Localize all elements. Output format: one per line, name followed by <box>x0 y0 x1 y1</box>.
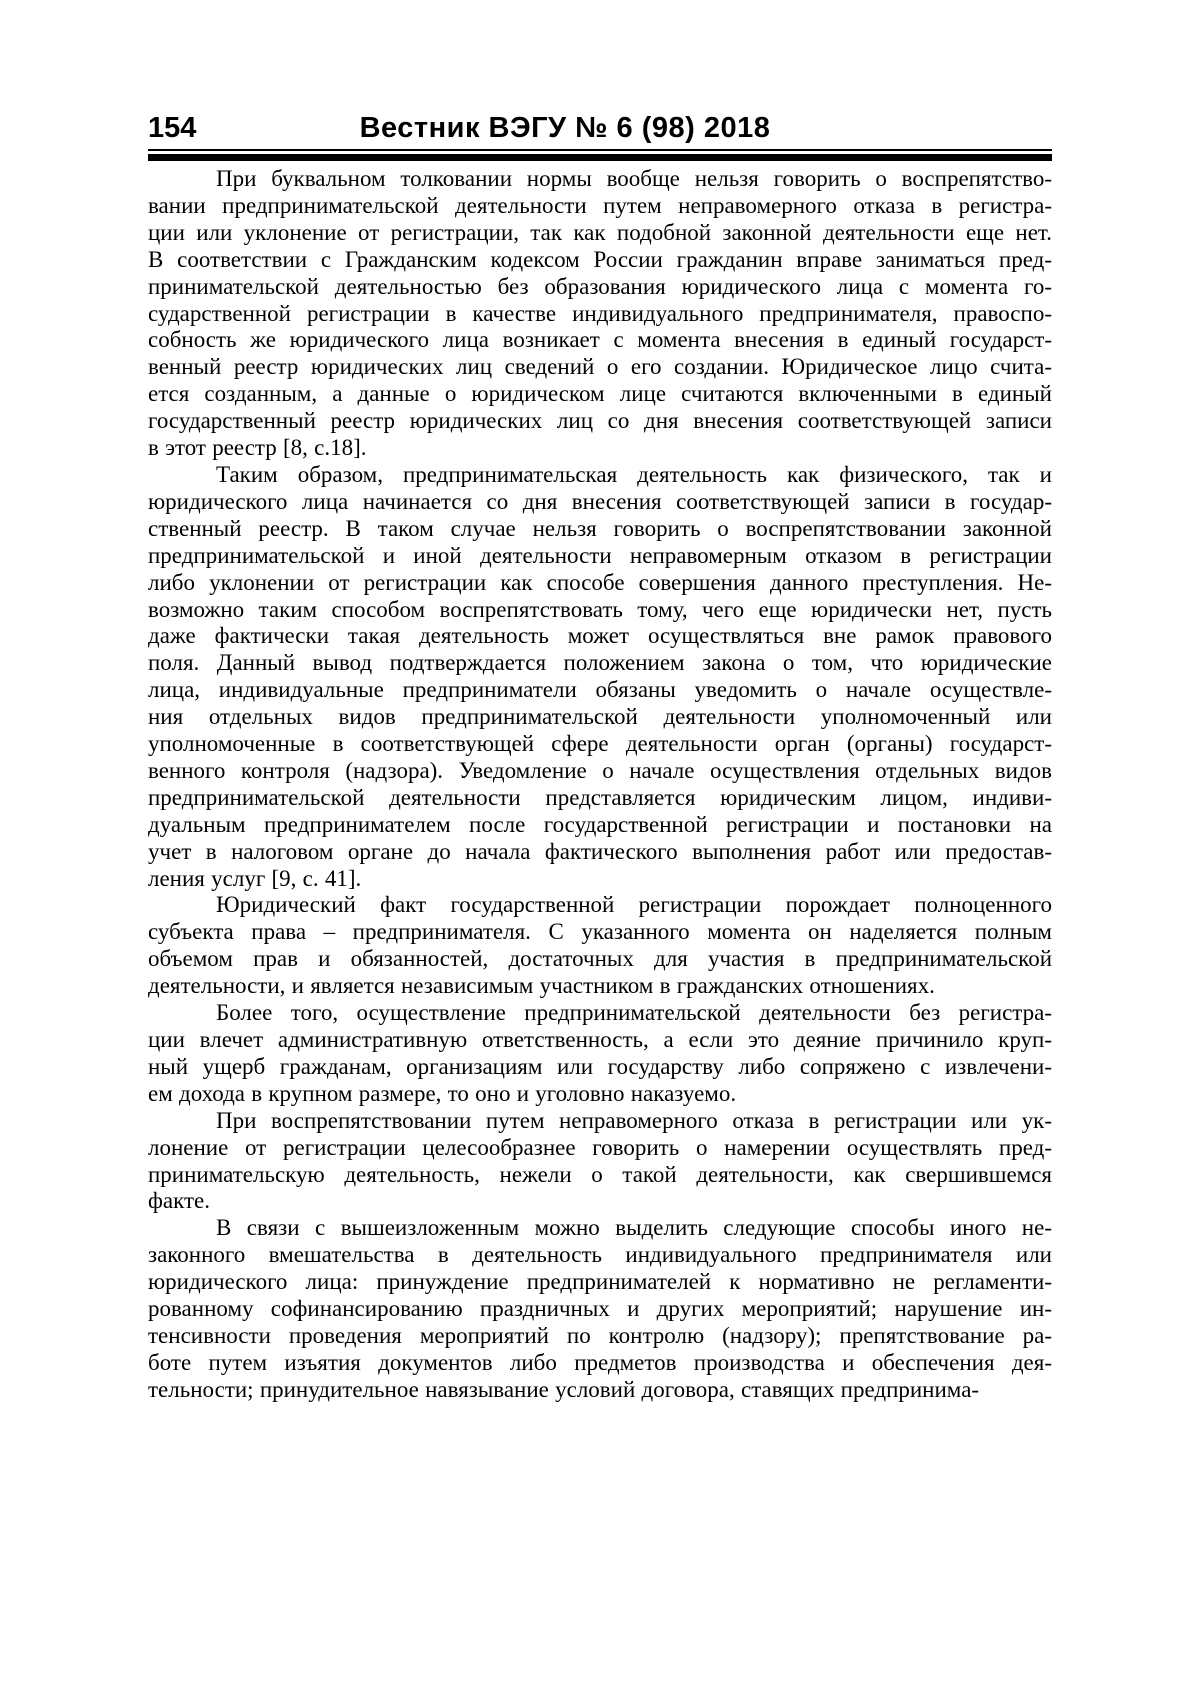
text-line: либо уклонении от регистрации как способе совершения данного преступления. Не- <box>148 569 1052 595</box>
text-line: лица, индивидуальные предприниматели обязаны уведомить о начале осуществле- <box>148 677 1052 703</box>
text-line: боте путем изъятия документов либо предметов производства и обеспечения дея- <box>148 1349 1052 1375</box>
text-line: Юридический факт государственной регистрации порождает полноценного <box>216 892 1052 918</box>
text-line: предпринимательской деятельности представляется юридическим лицом, индиви- <box>148 784 1052 810</box>
text-line: объемом прав и обязанностей, достаточных для участия в предпринимательской <box>148 946 1052 972</box>
text-line: ем дохода в крупном размере, то оно и уголовно наказуемо. <box>148 1080 737 1106</box>
text-line: венный реестр юридических лиц сведений о его создании. Юридическое лицо счита- <box>148 354 1052 380</box>
text-line: законного вмешательства в деятельность индивидуального предпринимателя или <box>148 1242 1052 1268</box>
text-line: ции или уклонение от регистрации, так как подобной законной деятельности еще нет. <box>148 219 1052 245</box>
text-line: уполномоченные в соответствующей сфере деятельности орган (органы) государст- <box>148 731 1052 757</box>
text-line: факте. <box>148 1188 210 1214</box>
text-line: рованному софинансированию праздничных и других мероприятий; нарушение ин- <box>148 1296 1052 1322</box>
text-line: дуальным предпринимателем после государственной регистрации и постановки на <box>148 811 1052 837</box>
text-line: государственный реестр юридических лиц со дня внесения соответствующей записи <box>148 408 1052 434</box>
text-line: Более того, осуществление предпринимательской деятельности без регистра- <box>216 1000 1052 1026</box>
body-text <box>148 166 1052 1404</box>
paragraph <box>148 1000 1052 1108</box>
header-rule-divider <box>148 149 1052 161</box>
paragraph <box>148 1108 1052 1216</box>
text-line: В соответствии с Гражданским кодексом России гражданин вправе заниматься пред- <box>148 246 1052 272</box>
paragraph <box>148 462 1052 893</box>
text-line: деятельности, и является независимым участником в гражданских отношениях. <box>148 973 935 999</box>
text-line: лонение от регистрации целесообразнее говорить о намерении осуществлять пред- <box>148 1134 1052 1160</box>
text-line: При буквальном толковании нормы вообще нельзя говорить о воспрепятство- <box>216 166 1052 191</box>
text-line: юридического лица начинается со дня внесения соответствующей записи в государ- <box>148 488 1052 514</box>
text-line: поля. Данный вывод подтверждается положением закона о том, что юридические <box>148 650 1052 676</box>
paragraph <box>148 892 1052 1000</box>
text-line: субъекта права – предпринимателя. С указанного момента он наделяется полным <box>148 919 1052 945</box>
text-line: ния отдельных видов предпринимательской деятельности уполномоченный или <box>148 704 1052 730</box>
text-line: принимательскую деятельность, нежели о такой деятельности, как свершившемся <box>148 1161 1052 1187</box>
paragraph <box>148 1215 1052 1403</box>
text-line: принимательской деятельностью без образования юридического лица с момента го- <box>148 273 1052 299</box>
text-line: ется созданным, а данные о юридическом лице считаются включенными в единый <box>148 381 1052 407</box>
text-line: ции влечет административную ответственность, а если это деяние причинило круп- <box>148 1027 1052 1052</box>
text-line: вании предпринимательской деятельности путем неправомерного отказа в регистра- <box>148 192 1052 218</box>
text-line: учет в налоговом органе до начала фактического выполнения работ или предостав- <box>148 838 1052 864</box>
paragraph <box>148 166 1052 462</box>
text-line: предпринимательской и иной деятельности неправомерным отказом в регистрации <box>148 542 1052 568</box>
text-line: При воспрепятствовании путем неправомерного отказа в регистрации или ук- <box>216 1107 1052 1133</box>
text-line: ственный реестр. В таком случае нельзя говорить о воспрепятствовании законной <box>148 515 1052 541</box>
text-line: ный ущерб гражданам, организациям или государству либо сопряжено с извлечени- <box>148 1053 1052 1079</box>
text-line: даже фактически такая деятельность может осуществляться вне рамок правового <box>148 623 1052 649</box>
text-line: возможно таким способом воспрепятствовать тому, чего еще юридически нет, пусть <box>148 596 1052 622</box>
page-header <box>148 111 1052 145</box>
text-line: В связи с вышеизложенным можно выделить следующие способы иного не- <box>216 1215 1052 1241</box>
text-line: тенсивности проведения мероприятий по контролю (надзору); препятствование ра- <box>148 1322 1052 1348</box>
text-line: собность же юридического лица возникает с момента внесения в единый государст- <box>148 327 1052 353</box>
page-number: 154 <box>148 112 197 144</box>
text-line: юридического лица: принуждение предпринимателей к нормативно не регламенти- <box>148 1269 1052 1295</box>
text-line: в этот реестр [8, с.18]. <box>148 435 367 461</box>
text-line: ления услуг [9, с. 41]. <box>148 865 362 891</box>
text-line: венного контроля (надзора). Уведомление о начале осуществления отдельных видов <box>148 757 1052 783</box>
text-line: тельности; принудительное навязывание условий договора, ставящих предпринима- <box>148 1376 980 1402</box>
journal-title: Вестник ВЭГУ № 6 (98) 2018 <box>359 112 771 144</box>
text-line: сударственной регистрации в качестве индивидуального предпринимателя, правоспо- <box>148 300 1052 326</box>
text-line: Таким образом, предпринимательская деятельность как физического, так и <box>216 461 1052 487</box>
